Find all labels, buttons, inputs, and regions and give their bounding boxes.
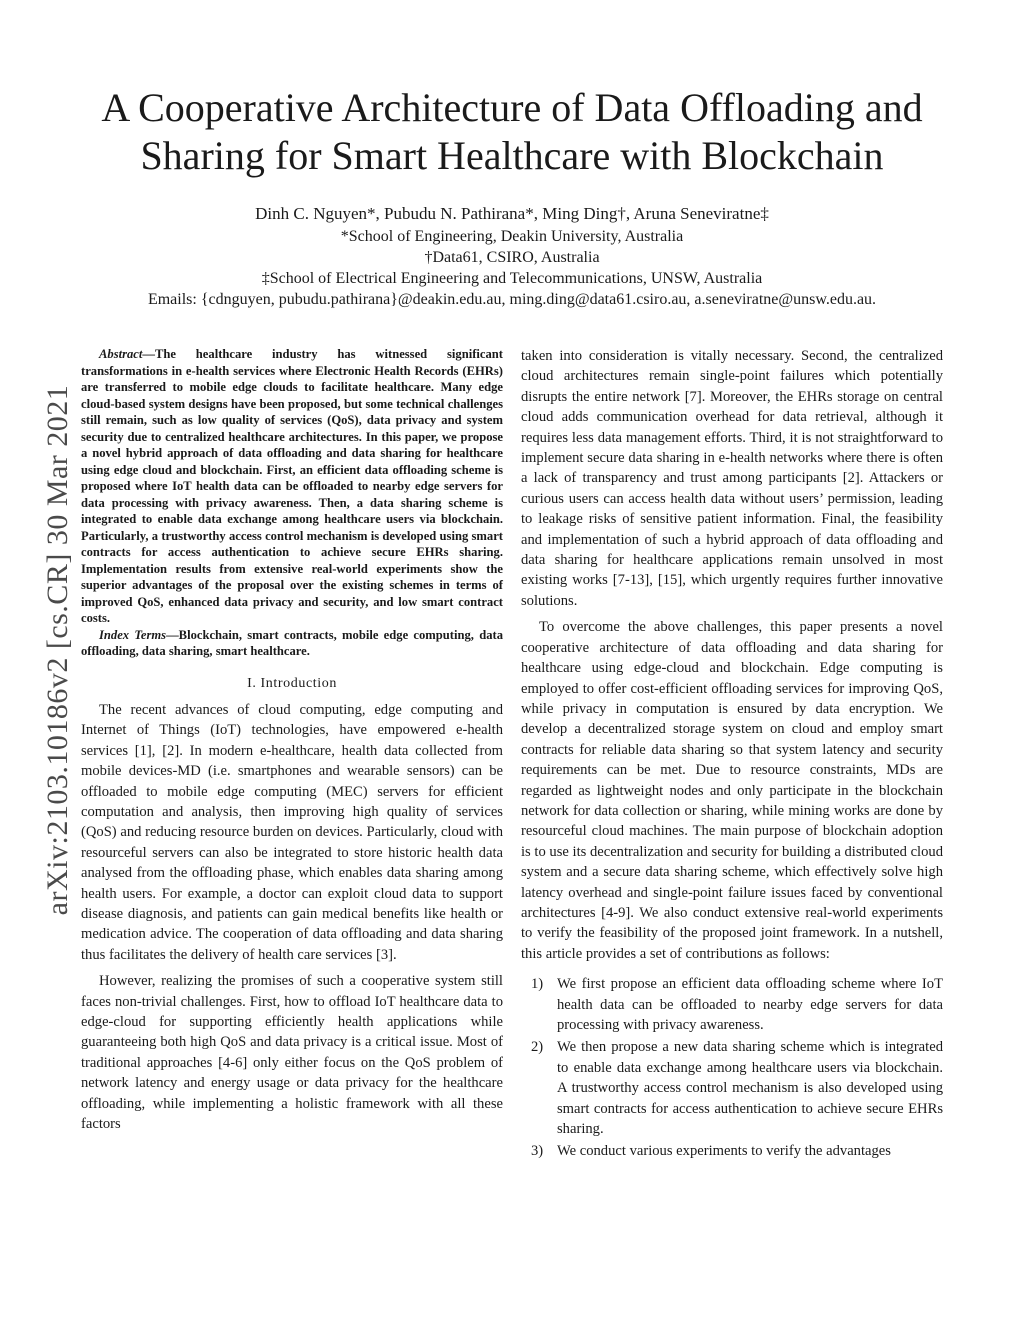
abstract-text: —The healthcare industry has witnessed significant transformations in e-health services where Electronic Health Records (EHRs) are transferred to mobile edge clouds to facilitate healthcare. Many edge cloud-based system designs have been proposed, but some technical challenges still remain, such as low quality of services (QoS), data privacy and system security due to centralized healthcare architectures. In this paper, we propose a novel hybrid approach of data offloading and data sharing for healthcare using edge cloud and blockchain. First, an efficient data offloading scheme is proposed where IoT health data can be offloaded to nearby edge servers for data processing with privacy awareness. Then, a data sharing scheme is integrated to enable data exchange among healthcare users via blockchain. Particularly, a trustworthy access control mechanism is developed using smart contracts for access authentication to achieve secure EHRs sharing. Implementation results from extensive real-world experiments show the superior advantages of the proposal over the existing schemes in terms of improved QoS, enhanced data privacy and security, and low smart contract costs. [81,347,503,625]
list-item [521,1037,943,1139]
list-item-text: We conduct various experiments to verify the advantages [557,1143,891,1160]
author-emails: Emails: {cdnguyen, pubudu.pathirana}@deakin.edu.au, ming.ding@data61.csiro.au, a.seneviratne@unsw.edu.au. [147,291,877,308]
left-column [81,346,503,1134]
intro-paragraph-1: The recent advances of cloud computing, edge computing and Internet of Things (IoT) technologies, have empowered e-health services [1], [2]. In modern e-healthcare, health data collected from mobile devices-MD (i.e. smartphones and wearable sensors) can be offloaded to mobile edge computing (MEC) servers for efficient computation and analysis, then improving high quality of services (QoS) and reducing resource burden on devices. Particularly, cloud with resourceful servers can also be integrated to store historic health data analysed from the offloading phase, which enables data sharing among health users. For example, a doctor can exploit cloud data to support disease diagnosis, and patients can gain medical benefits like health or medication advice. The cooperation of data offloading and data sharing thus facilitates the delivery of health care services [3]. [81,701,503,963]
abstract-lead: Abstract [99,347,143,361]
list-item-number: 2) [531,1039,544,1056]
section-title-introduction: I. Introduction [247,675,337,691]
list-item-number: 1) [531,976,544,993]
list-item-text: We then propose a new data sharing scheme which is integrated to enable data exchange among healthcare users via blockchain. A trustworthy access control mechanism is also developed using smart contracts for access authentication to achieve secure EHRs sharing. [557,1039,943,1138]
paper-title: A Cooperative Architecture of Data Offloading and Sharing for Smart Healthcare with Blockchain [101,85,923,178]
affiliation-csiro: †Data61, CSIRO, Australia [424,249,600,266]
intro-paragraph-2: However, realizing the promises of such a cooperative system still faces non-trivial challenges. First, how to offload IoT healthcare data to edge-cloud for supporting efficiently health applications while guaranteeing both high QoS and data privacy is a critical issue. Most of traditional approaches [4-6] only either focus on the QoS problem of network latency and energy usage or data privacy for the healthcare offloading, while implementing a holistic framework with all these factors [81,973,503,1133]
arxiv-identifier: arXiv:2103.10186v2 [cs.CR] 30 Mar 2021 [41,384,74,916]
author-names: Dinh C. Nguyen*, Pubudu N. Pathirana*, Ming Ding†, Aruna Seneviratne‡ [255,204,769,223]
right-column [521,346,943,1164]
abstract [81,346,503,627]
index-terms-lead: Index Terms [99,627,167,642]
list-item [521,974,943,1035]
list-item [521,1141,943,1161]
list-item-text: We first propose an efficient data offloading scheme where IoT health data can be offloaded to nearby edge servers for data processing with privacy awareness. [557,976,943,1033]
contributions-list [521,974,943,1162]
list-item-number: 3) [531,1143,544,1160]
right-paragraph-2: To overcome the above challenges, this paper presents a novel cooperative architecture of data offloading and data sharing for healthcare using edge-cloud and blockchain. Edge computing is employed to offer cost-efficient offloading services for improving QoS, while privacy in computation is ensured by data encryption. We develop a decentralized storage system on cloud and employ smart contracts for reliable data sharing so that system latency and security requirements can be met. Due to resource constraints, MDs are regarded as lightweight nodes and only participate in the blockchain network for data collection or sharing, while mining works are done by resourceful cloud machines. The main purpose of blockchain adoption is to use its decentralization and security for building a distributed cloud system and a secure data sharing scheme, which effectively solve high latency overhead and single-point failure issues faced by conventional architectures [4-9]. We also conduct extensive real-world experiments to verify the feasibility of the proposed joint framework. In a nutshell, this article provides a set of contributions as follows: [521,619,943,962]
index-terms-text: —Blockchain, smart contracts, mobile edge computing, data offloading, data sharing, smart healthcare. [81,627,503,658]
author-block [60,202,964,310]
affiliation-deakin: *School of Engineering, Deakin University, Australia [340,228,684,245]
affiliation-unsw: ‡School of Electrical Engineering and Telecommunications, UNSW, Australia [261,270,763,287]
right-paragraph-1: taken into consideration is vitally necessary. Second, the centralized cloud architectures remain single-point failures which potentially disrupts the entire network [7]. Moreover, the EHRs storage on central cloud adds communication overhead for data retrieval, although it requires less data management efforts. Third, it is not straightforward to implement secure data sharing in e-health networks where there is often a lack of transparency and trust among participants [2]. Attackers or curious users can access health data without users’ permission, leading to leakage risks of sensitive patient information. Final, the feasibility and implementation of such a hybrid approach of data offloading and data sharing for healthcare applications remain unsolved in most existing works [7-13], [15], which urgently requires further innovative solutions. [521,348,943,609]
index-terms [81,627,503,660]
